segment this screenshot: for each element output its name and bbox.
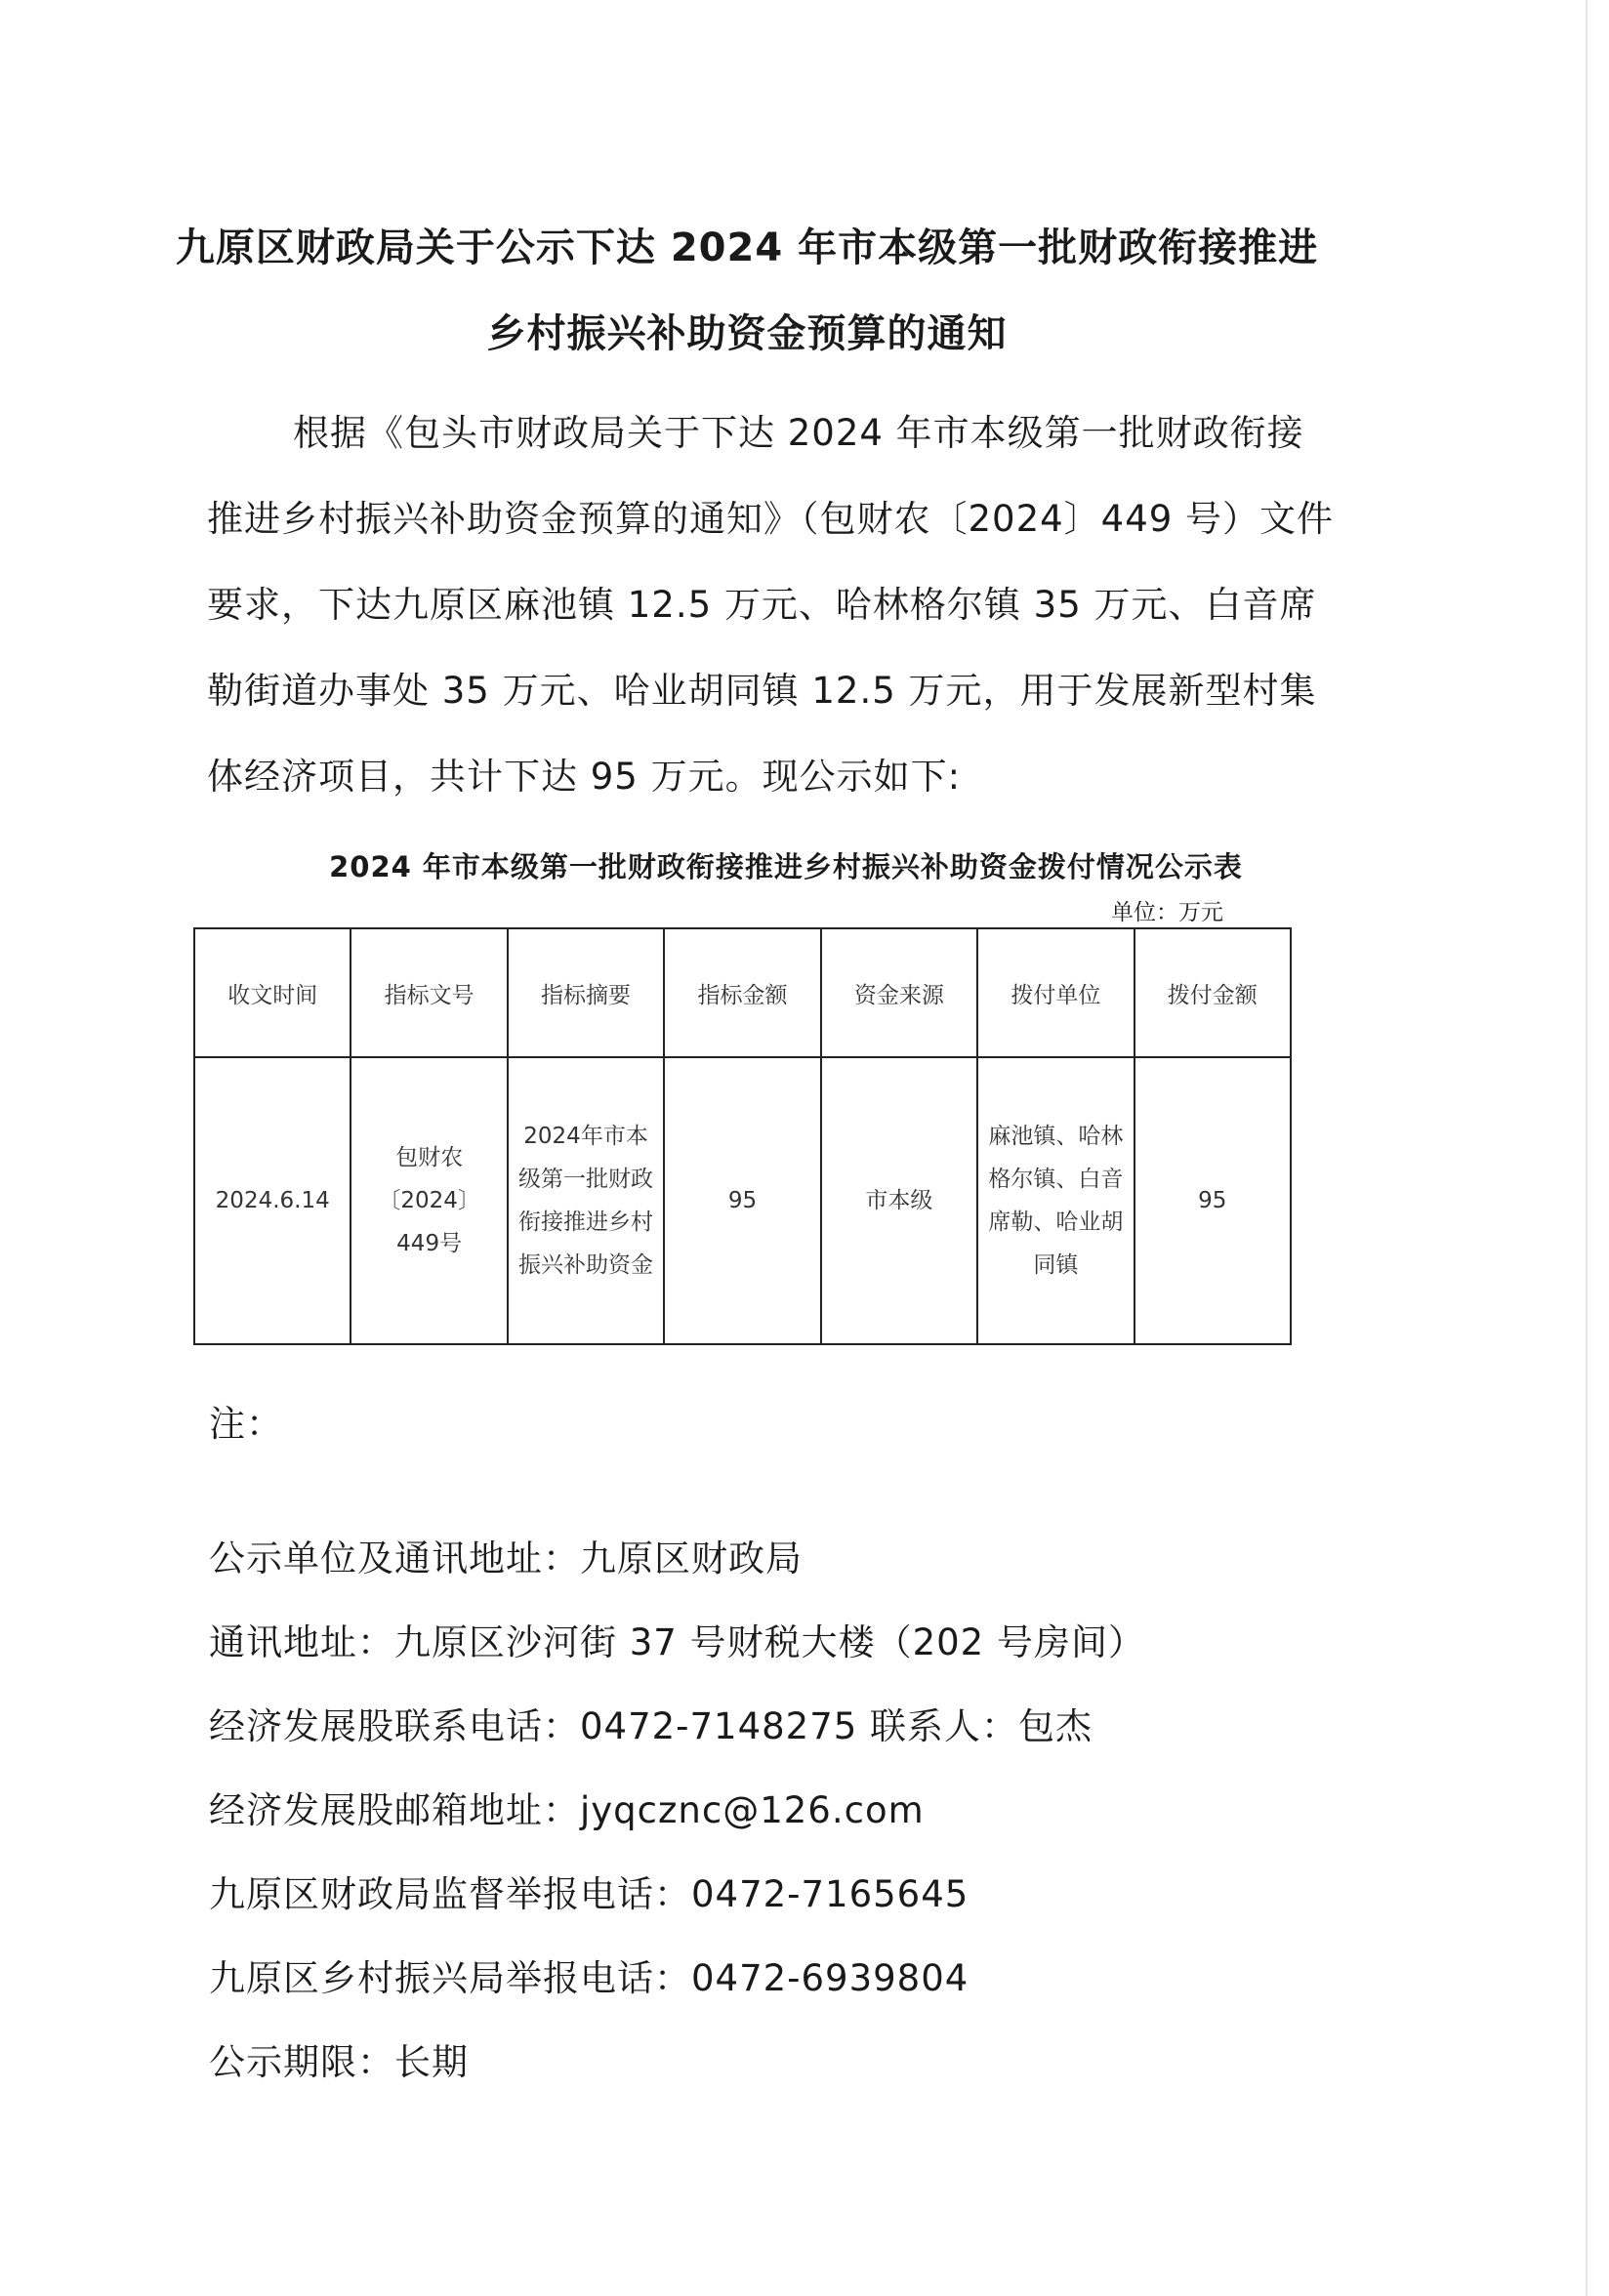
header-allocated-amount: 拨付金额 — [1135, 928, 1291, 1057]
cell-recipient-unit: 麻池镇、哈林格尔镇、白音席勒、哈业胡同镇 — [977, 1057, 1134, 1344]
note-address: 通讯地址：九原区沙河街 37 号财税大楼（202 号房间） — [209, 1621, 1145, 1663]
table-header-row — [194, 928, 1291, 1057]
header-recipient-unit: 拨付单位 — [977, 928, 1134, 1057]
note-publication-period: 公示期限：长期 — [209, 2041, 469, 2083]
table-title: 2024 年市本级第一批财政衔接推进乡村振兴补助资金拨付情况公示表 — [329, 850, 1243, 883]
note-email: 经济发展股邮箱地址：jyqcznc@126.com — [209, 1789, 925, 1831]
table-row — [194, 1057, 1291, 1344]
cell-allocated-amount: 95 — [1135, 1057, 1291, 1344]
cell-fund-source: 市本级 — [821, 1057, 977, 1344]
header-quota-amount: 指标金额 — [664, 928, 820, 1057]
note-publishing-unit: 公示单位及通讯地址：九原区财政局 — [209, 1538, 803, 1579]
page-edge-line — [1586, 0, 1588, 2296]
table-unit: 单位：万元 — [1111, 900, 1223, 925]
note-rural-revitalization-phone: 九原区乡村振兴局举报电话：0472-6939804 — [209, 1957, 970, 1999]
header-document-number: 指标文号 — [351, 928, 507, 1057]
body-paragraph: 根据《包头市财政局关于下达 2024 年市本级第一批财政衔接推进乡村振兴补助资金预算的通知》（包财农〔2024〕449 号）文件要求，下达九原区麻池镇 12.5 万元、哈林格尔镇 35 万元、白音席勒街道办事处 35 万元、哈业胡同镇 12.5 万元，用于发展新型村集体经济项目，共计下达 95 万元。现公示如下: — [207, 412, 1335, 798]
allocation-table — [193, 927, 1292, 1345]
header-fund-source: 资金来源 — [821, 928, 977, 1057]
header-summary: 指标摘要 — [508, 928, 664, 1057]
cell-summary: 2024年市本级第一批财政衔接推进乡村振兴补助资金 — [508, 1057, 664, 1344]
document-title-line-2: 乡村振兴补助资金预算的通知 — [486, 311, 1008, 356]
header-receipt-date: 收文时间 — [194, 928, 351, 1057]
cell-receipt-date: 2024.6.14 — [194, 1057, 351, 1344]
note-label: 注： — [209, 1403, 283, 1445]
cell-document-number: 包财农〔2024〕449号 — [351, 1057, 507, 1344]
cell-quota-amount: 95 — [664, 1057, 820, 1344]
note-supervision-phone: 九原区财政局监督举报电话：0472-7165645 — [209, 1873, 970, 1915]
document-title-line-1: 九原区财政局关于公示下达 2024 年市本级第一批财政衔接推进 — [175, 226, 1319, 270]
note-contact-phone: 经济发展股联系电话：0472-7148275 联系人：包杰 — [209, 1705, 1093, 1747]
